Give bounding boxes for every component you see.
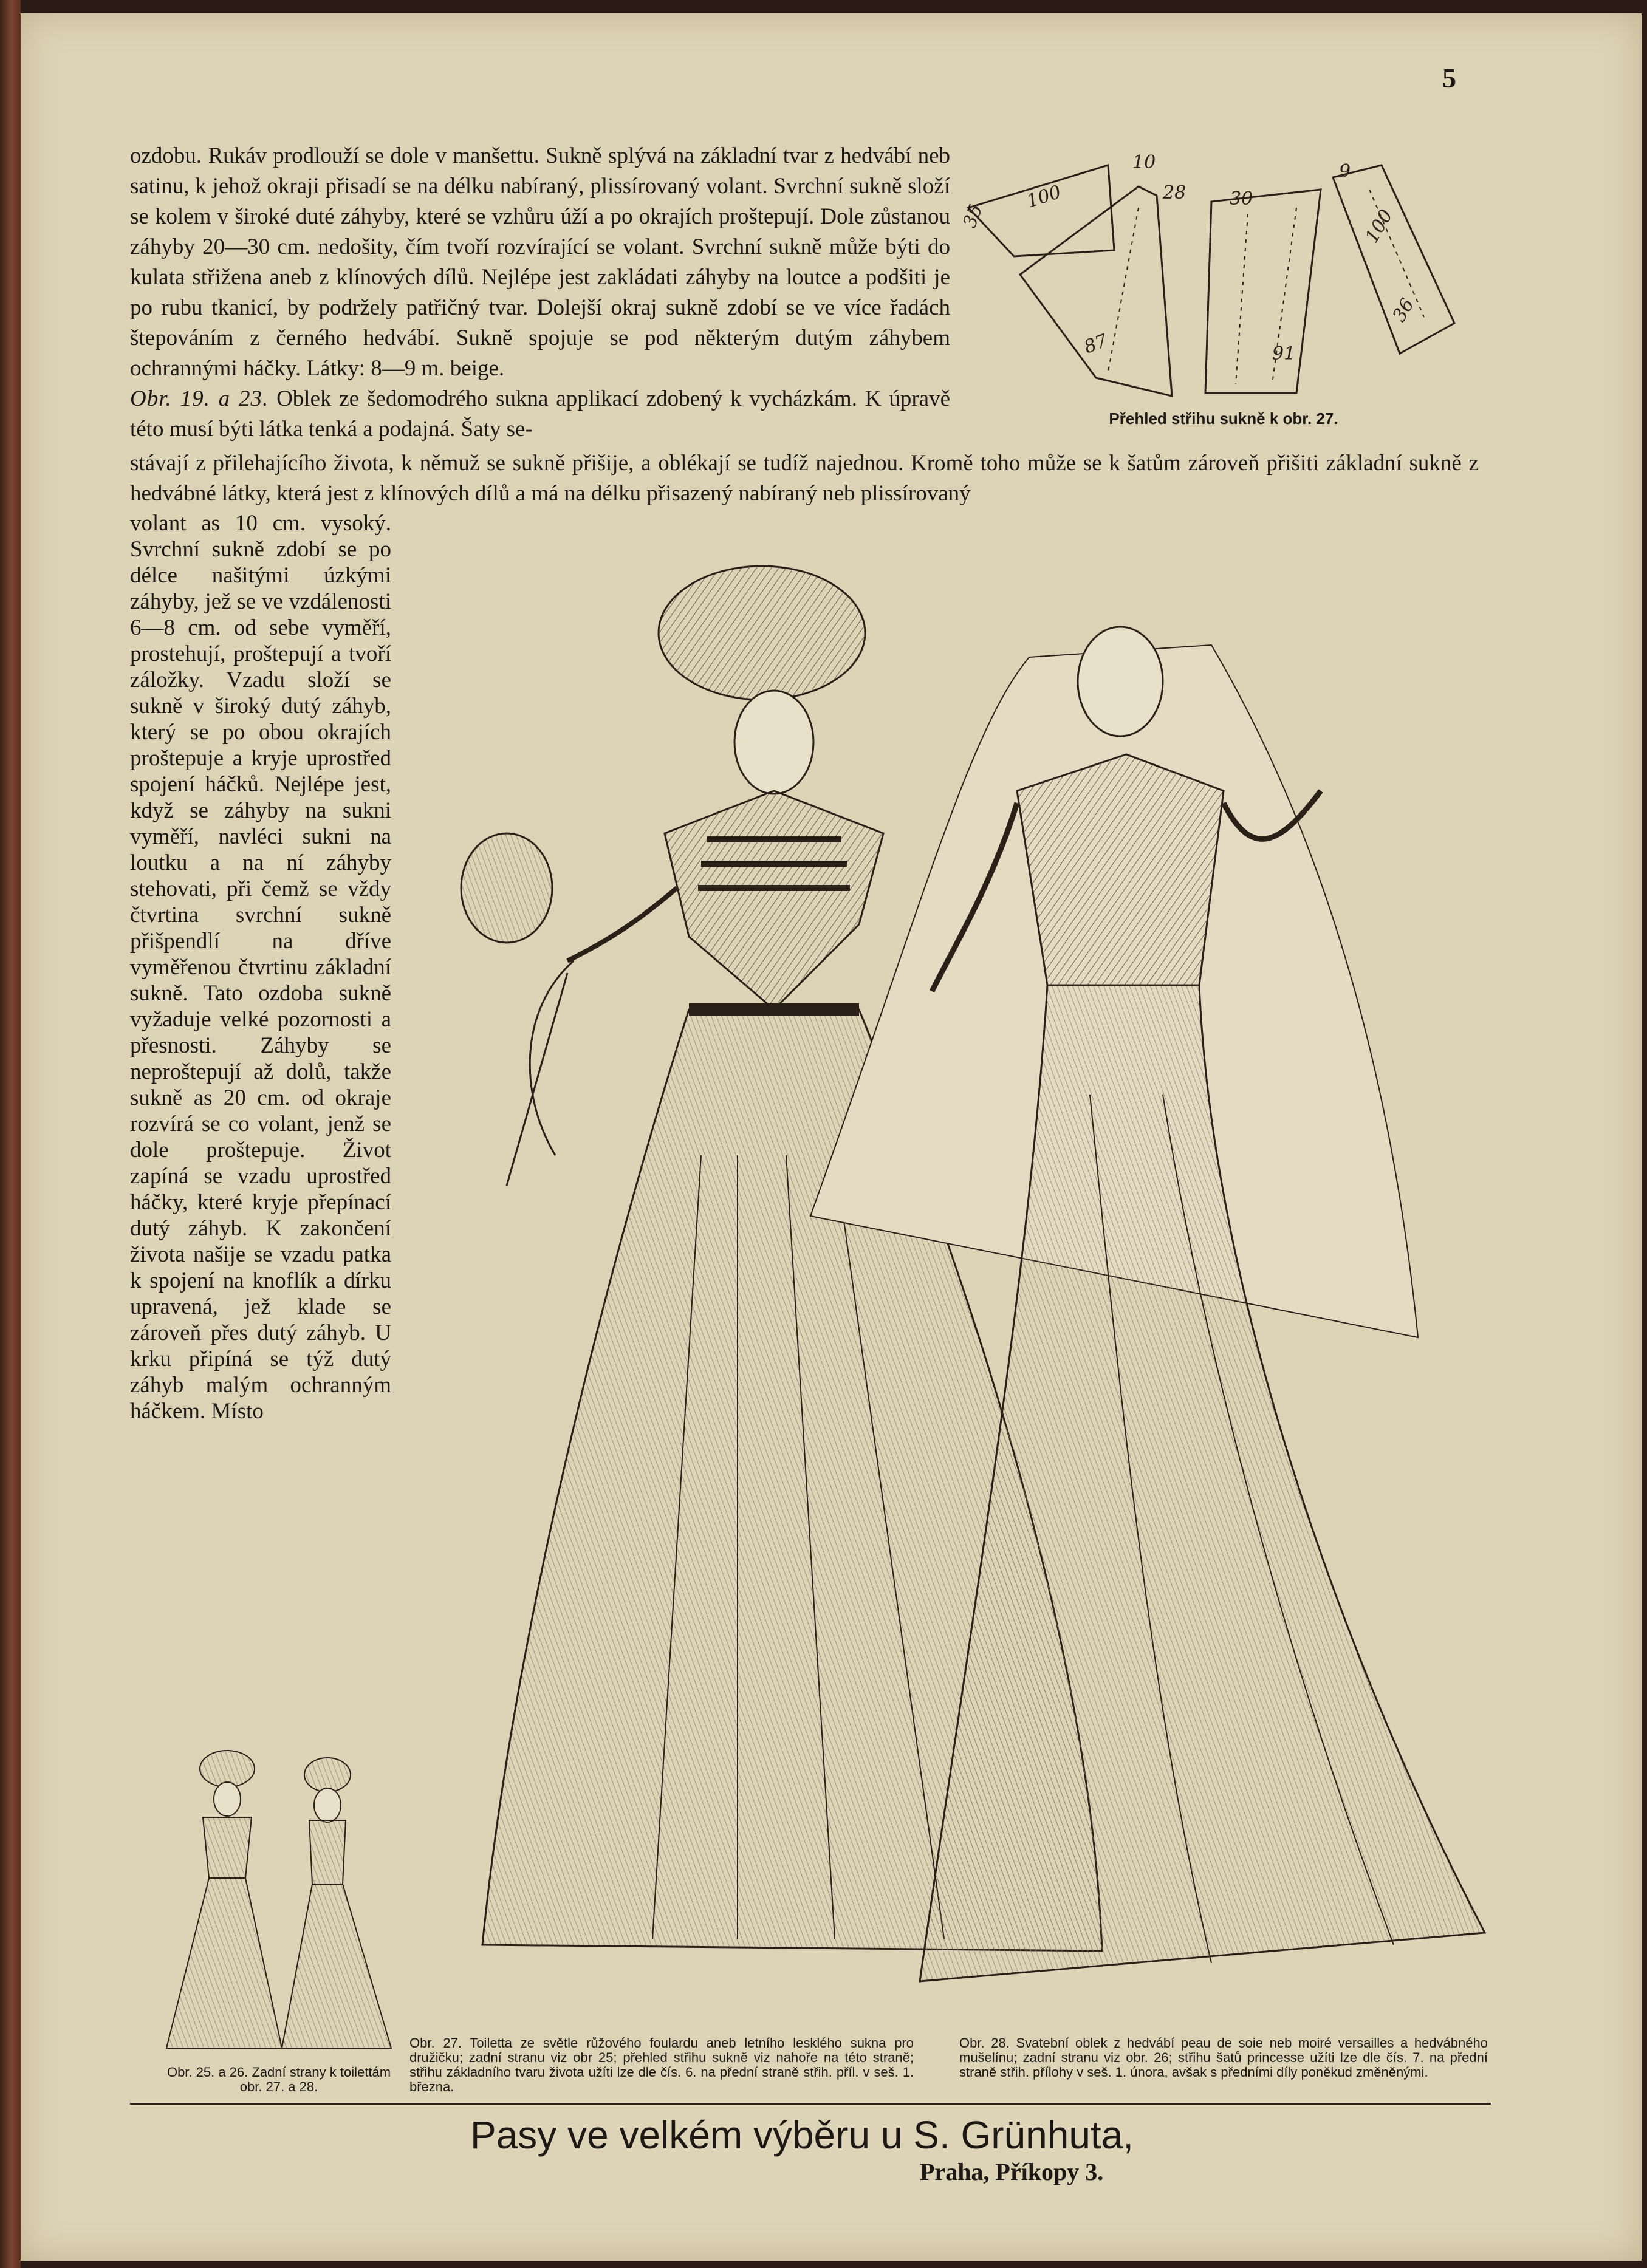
column-paragraph: volant as 10 cm. vysoký. Svrchní sukně zdobí se po délce našitými úzkými záhyby, jež se ve vzdálenosti 6—8 cm. od sebe vyměří, prostehují, proštepují a tvoří záložky. Vzadu složí se sukně v široký dutý záhyb, který se po obou okrajích proštepuje a kryje uprostřed spojení háčků. Nejlépe jest, když se záhyby na sukni vyměří, navléci sukni na loutku a na ní záhyby stehovati, při čemž se vždy čtvrtina svrchní sukně přišpendlí na dříve vyměřenou čtvrtinu základní sukně. Tato ozdoba sukně vyžaduje velké pozornosti a přesnosti. Záhyby se neproštepují až dolů, takže sukně as 20 cm. od okraje rozvírá se co volant, jenž se dole proštepuje. Život zapíná se vzadu uprostřed háčky, které kryje přepínací dutý záhyb. K zakončení života našije se vzadu patka k spojení na knoflík a dírku upravená, jež klade se zároveň přes dutý záhyb. U krku připíná se týž dutý záhyb malým ochranným háčkem. Místo (130, 511, 391, 1424)
pattern-fold-line (1236, 214, 1248, 384)
pattern-piece-left-gore (1020, 186, 1172, 396)
magazine-page (21, 13, 1642, 2261)
full-width-text (130, 448, 1479, 509)
pattern-piece-center (1205, 190, 1321, 393)
pattern-number: 9 (1339, 161, 1351, 182)
pattern-number: 100 (1024, 181, 1064, 213)
back-view-illustrations (160, 1744, 397, 2054)
full-width-paragraph: stávají z přilehajícího života, k němuž se sukně přišije, a oblékají se tudíž najednou. Kromě toho může se k šatům zároveň přišiti základní sukně z hedvábné látky, která jest z klínových dílů a má na délku přisazený nabíraný neb plissírovaný (130, 451, 1479, 506)
top-paragraph: ozdobu. Rukáv prodlouží se dole v manšettu. Sukně splývá na základní tvar z hedvábí neb satinu, k jehož okraji přisadí se na délku nabíraný, plissírovaný volant. Svrchní sukně složí se kolem v široké duté záhyby, které se vzhůru úží a po okrajích proštepují. Dole zůstanou záhyby 20—30 cm. nedošity, čím tvoří rozvírající se volant. Svrchní sukně může býti do kulata střižena aneb z klínových dílů. Nejlépe jest zakládati záhyby na loutce a podšiti je po rubu tkanicí, by podržely patřičný tvar. Dolejší okraj sukně zdobí se ve více řadách štepováním z černého hedvábí. Sukně spojuje se pod některým dutým záhybem ochrannými háčky. Látky: 8—9 m. beige. (130, 143, 950, 381)
top-text-block (130, 141, 950, 445)
skirt-pattern-diagram (956, 153, 1473, 408)
footer-divider (130, 2103, 1491, 2105)
pattern-number: 91 (1272, 343, 1296, 364)
caption-figure-28: Obr. 28. Svatební oblek z hedvábí peau de soie neb moiré versailles a hedvábného mušelínu; zadní stranu viz obr. 26; střihu šatů princesse užíti lze dle čís. 7. na přední straně střih. přílohy v seš. 1. února, avšak s předními díly poněkud změněnými. (959, 2035, 1488, 2080)
advertisement-line: Pasy ve velkém výběru u S. Grünhuta, (470, 2113, 1134, 2157)
obr-text: Oblek ze šedomodrého sukna applikací zdobený k vycházkám. K úpravě této musí býti látka tenká a podajná. Šaty se- (130, 386, 950, 442)
pattern-number: 10 (1132, 153, 1156, 173)
narrow-column-text (130, 510, 391, 1424)
caption-figure-27: Obr. 27. Toiletta ze světle růžového foulardu aneb letního lesklého sukna pro družičku; zadní stranu viz obr 25; přehled střihu sukně viz nahoře na této straně; střihu základního tvaru života užíti lze dle čís. 6. na přední straně střih. příl. v seš. 1. března. (409, 2035, 914, 2094)
book-spine (0, 0, 21, 2268)
pattern-number: 36 (1388, 295, 1419, 326)
caption-figures-25-26: Obr. 25. a 26. Zadní strany k toilettám obr. 27. a 28. (166, 2065, 391, 2094)
pattern-piece-right (1333, 165, 1454, 354)
pattern-piece-left-top (968, 165, 1114, 256)
pattern-number: 100 (1361, 205, 1397, 247)
page-number: 5 (1442, 63, 1456, 94)
pattern-number: 87 (1081, 330, 1111, 358)
pattern-caption: Přehled střihu sukně k obr. 27. (1109, 409, 1338, 428)
advertisement-address: Praha, Příkopy 3. (920, 2158, 1104, 2185)
fashion-illustration-two-women (422, 548, 1497, 2006)
pattern-number: 30 (1230, 188, 1253, 210)
pattern-number: 28 (1163, 182, 1186, 203)
obr-reference: Obr. 19. a 23. (130, 386, 269, 411)
pattern-number: 35 (959, 201, 987, 231)
obr-paragraph (130, 384, 950, 445)
